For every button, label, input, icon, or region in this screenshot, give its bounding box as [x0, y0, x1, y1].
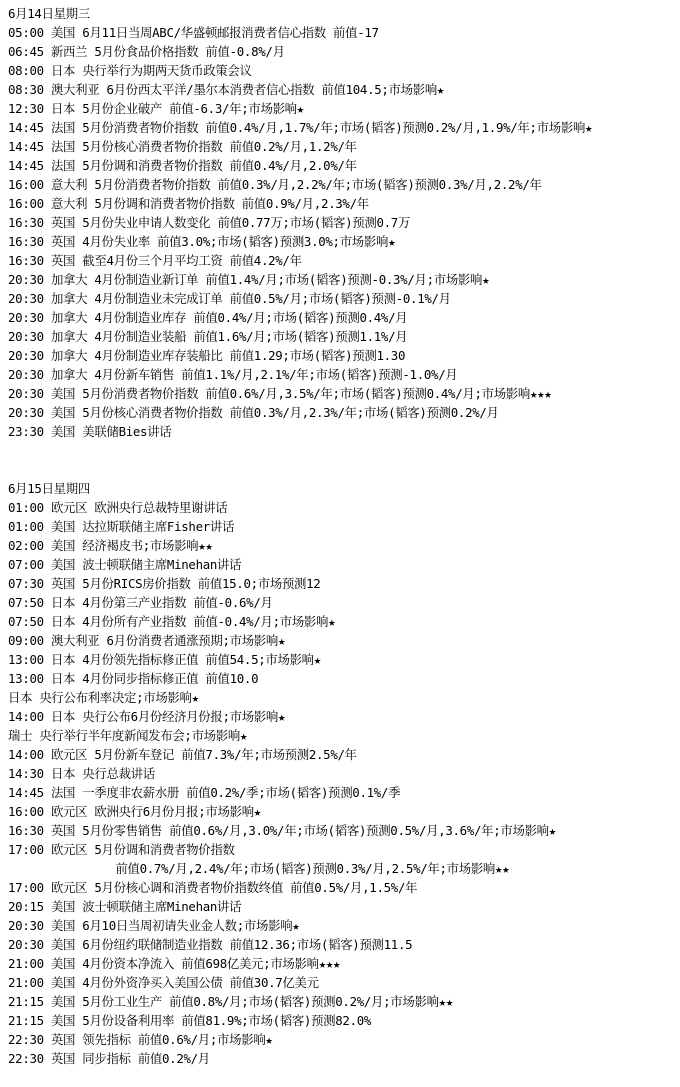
calendar-entry: 瑞士 央行举行半年度新闻发布会;市场影响★: [8, 728, 248, 743]
calendar-entry: 20:30 美国 5月份消费者物价指数 前值0.6%/月,3.5%/年;市场(韬客)预测0.4%/月;市场影响★★★: [8, 386, 552, 401]
calendar-entry: 14:00 日本 央行公布6月份经济月份报;市场影响★: [8, 709, 286, 724]
calendar-entry: 20:30 加拿大 4月份制造业新订单 前值1.4%/月;市场(韬客)预测-0.3%/月;市场影响★: [8, 272, 490, 287]
calendar-entry: 20:30 美国 5月份核心消费者物价指数 前值0.3%/月,2.3%/年;市场(韬客)预测0.2%/月: [8, 405, 499, 420]
calendar-entry: 14:45 法国 5月份调和消费者物价指数 前值0.4%/月,2.0%/年: [8, 158, 357, 173]
day-heading: 6月15日星期四: [8, 481, 90, 496]
calendar-entry: 01:00 欧元区 欧洲央行总裁特里谢讲话: [8, 500, 228, 515]
calendar-entry: 17:00 欧元区 5月份核心调和消费者物价指数终值 前值0.5%/月,1.5%/年: [8, 880, 418, 895]
calendar-entry: 07:30 英国 5月份RICS房价指数 前值15.0;市场预测12: [8, 576, 321, 591]
calendar-entry: 01:00 美国 达拉斯联储主席Fisher讲话: [8, 519, 235, 534]
calendar-entry: 16:30 英国 5月份失业申请人数变化 前值0.77万;市场(韬客)预测0.7万: [8, 215, 411, 230]
calendar-entry: 23:30 美国 美联储Bies讲话: [8, 424, 172, 439]
calendar-entry: 日本 央行公布利率决定;市场影响★: [8, 690, 199, 705]
calendar-entry: 13:00 日本 4月份同步指标修正值 前值10.0: [8, 671, 259, 686]
calendar-entry: 20:30 美国 6月份纽约联储制造业指数 前值12.36;市场(韬客)预测11.5: [8, 937, 413, 952]
economic-calendar: [8, 4, 676, 1068]
day-section-june-15: [8, 479, 676, 1068]
calendar-entry: 16:30 英国 5月份零售销售 前值0.6%/月,3.0%/年;市场(韬客)预测0.5%/月,3.6%/年;市场影响★: [8, 823, 556, 838]
calendar-entry: 22:30 英国 同步指标 前值0.2%/月: [8, 1051, 210, 1066]
calendar-entry: 22:30 英国 领先指标 前值0.6%/月;市场影响★: [8, 1032, 273, 1047]
calendar-entry: 20:30 加拿大 4月份制造业装船 前值1.6%/月;市场(韬客)预测1.1%/月: [8, 329, 408, 344]
calendar-entry: 08:00 日本 央行举行为期两天货币政策会议: [8, 63, 252, 78]
calendar-entry: 16:00 欧元区 欧洲央行6月份月报;市场影响★: [8, 804, 261, 819]
calendar-entry: 08:30 澳大利亚 6月份西太平洋/墨尔本消费者信心指数 前值104.5;市场影响★: [8, 82, 445, 97]
calendar-entry: 20:30 加拿大 4月份制造业库存装船比 前值1.29;市场(韬客)预测1.30: [8, 348, 406, 363]
calendar-entry: 07:00 美国 波士顿联储主席Minehan讲话: [8, 557, 242, 572]
calendar-entry: 20:30 美国 6月10日当周初请失业金人数;市场影响★: [8, 918, 300, 933]
calendar-entry: 20:15 美国 波士顿联储主席Minehan讲话: [8, 899, 242, 914]
calendar-entry: 09:00 澳大利亚 6月份消费者通涨预期;市场影响★: [8, 633, 286, 648]
calendar-entry: 06:45 新西兰 5月份食品价格指数 前值-0.8%/月: [8, 44, 285, 59]
day-section-june-14: [8, 4, 676, 441]
calendar-entry: 20:30 加拿大 4月份制造业库存 前值0.4%/月;市场(韬客)预测0.4%/月: [8, 310, 408, 325]
calendar-entry: 14:30 日本 央行总裁讲话: [8, 766, 155, 781]
calendar-entry: 14:00 欧元区 5月份新车登记 前值7.3%/年;市场预测2.5%/年: [8, 747, 357, 762]
calendar-entry: 20:30 加拿大 4月份新车销售 前值1.1%/月,2.1%/年;市场(韬客)预测-1.0%/月: [8, 367, 458, 382]
calendar-entry: 07:50 日本 4月份第三产业指数 前值-0.6%/月: [8, 595, 273, 610]
calendar-entry: 17:00 欧元区 5月份调和消费者物价指数: [8, 842, 235, 857]
calendar-entry: 14:45 法国 一季度非农薪水册 前值0.2%/季;市场(韬客)预测0.1%/季: [8, 785, 401, 800]
calendar-entry: 21:00 美国 4月份外资净买入美国公债 前值30.7亿美元: [8, 975, 319, 990]
calendar-entry: 12:30 日本 5月份企业破产 前值-6.3/年;市场影响★: [8, 101, 304, 116]
calendar-entry: 16:30 英国 4月份失业率 前值3.0%;市场(韬客)预测3.0%;市场影响★: [8, 234, 396, 249]
calendar-entry: 16:00 意大利 5月份调和消费者物价指数 前值0.9%/月,2.3%/年: [8, 196, 369, 211]
calendar-entry: 02:00 美国 经济褐皮书;市场影响★★: [8, 538, 213, 553]
calendar-entry: 21:15 美国 5月份设备利用率 前值81.9%;市场(韬客)预测82.0%: [8, 1013, 372, 1028]
calendar-entry: 20:30 加拿大 4月份制造业未完成订单 前值0.5%/月;市场(韬客)预测-0.1%/月: [8, 291, 451, 306]
calendar-entry: 05:00 美国 6月11日当周ABC/华盛顿邮报消费者信心指数 前值-17: [8, 25, 379, 40]
calendar-entry: 14:45 法国 5月份核心消费者物价指数 前值0.2%/月,1.2%/年: [8, 139, 357, 154]
calendar-entry: 16:30 英国 截至4月份三个月平均工资 前值4.2%/年: [8, 253, 302, 268]
calendar-entry-continuation: 前值0.7%/月,2.4%/年;市场(韬客)预测0.3%/月,2.5%/年;市场影响★★: [8, 861, 510, 876]
calendar-entry: 21:15 美国 5月份工业生产 前值0.8%/月;市场(韬客)预测0.2%/月;市场影响★★: [8, 994, 453, 1009]
calendar-entry: 07:50 日本 4月份所有产业指数 前值-0.4%/月;市场影响★: [8, 614, 336, 629]
calendar-entry: 14:45 法国 5月份消费者物价指数 前值0.4%/月,1.7%/年;市场(韬客)预测0.2%/月,1.9%/年;市场影响★: [8, 120, 593, 135]
calendar-entry: 13:00 日本 4月份领先指标修正值 前值54.5;市场影响★: [8, 652, 321, 667]
calendar-entry: 21:00 美国 4月份资本净流入 前值698亿美元;市场影响★★★: [8, 956, 341, 971]
day-heading: 6月14日星期三: [8, 6, 90, 21]
calendar-entry: 16:00 意大利 5月份消费者物价指数 前值0.3%/月,2.2%/年;市场(韬客)预测0.3%/月,2.2%/年: [8, 177, 542, 192]
